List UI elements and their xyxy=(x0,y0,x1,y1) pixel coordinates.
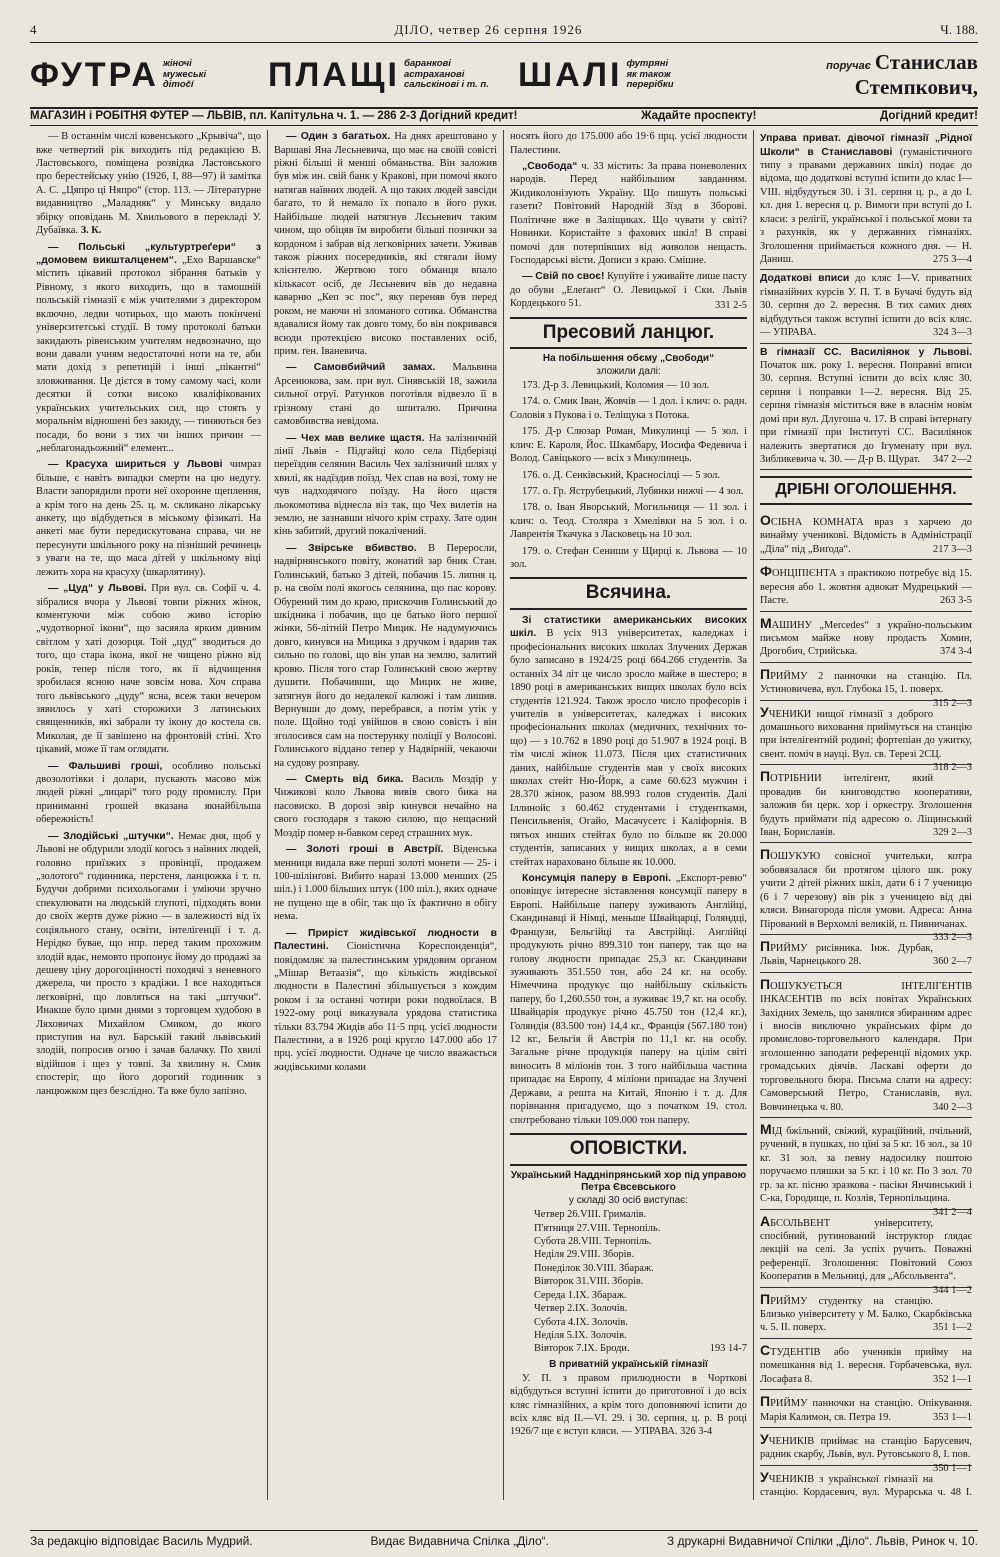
column-1 xyxy=(30,130,268,1500)
classified-ad: АБСОЛЬВЕНТ університету, спосібний, рутинований інструктор ґлядає лекцій на селі. За успіх ручить. Поважні референції. Зголошення: Повітовий Союз Кооператив в Мельниці, для „Абсольвента“. 344 1—2 xyxy=(760,1210,972,1288)
masthead-line xyxy=(394,22,582,38)
school-notice: Додаткові вписи до кляс I—V. приватних гімназійних курсів У. П. Т. в Бучачі будуть від 30. серпня до 2. вересня. В тих самих днях відбудуться також вступні іспити до всіх кляс. — УПРАВА. 324 3—3 xyxy=(760,270,972,343)
classified-ad: ПОШУКУЄТЬСЯ ІНТЕЛІГЕНТІВ ІНКАСЕНТІВ по всіх повітах Українських Західних Земель, що занялися збиранням адрес і вносів виключно українських фірм до промислово-торговельного календаря. При зголошенню заподати референції відомих укр. громадських діячів. Ласкаві оферти до торговельного бюра. Письма слати на адресу: Самоверський Петро, Станиславів, вул. Вовчинецька ч. 80. 340 2—3 xyxy=(760,973,972,1118)
notice-choir-num: 193 14-7 xyxy=(709,1343,747,1355)
school-notice: В гімназії СС. Василіянок у Львові. Початок шк. року 1. вересня. Поправні вписи 30. серпня. Вступні іспити до всіх кляс 30. серпня і поправки 1—2. вересня. Від 25. серпня гімназія міститься вже в власнім новім домі при вул. Длугоша ч. 17. В справі інтернату при гімназії при Інституті СС. Василіянок належить звертатися до Ігуменату при вул. Зибликевича ч. 30. — Д-р В. Щурат. 347 2—2 xyxy=(760,344,972,471)
classified-ad: МІД бжільний, свіжий, курацїйний, пчільний, ручений, в пушках, по цїні за 5 кг. 16 зол., за 10 кг. 31 зол. за певну надосилку поштою поручаємо пляшки за 5 кг. і 10 кг. По 3 зол. 70 гр. за кг. пісню зразкова - пасіки Янчинський і С-ка, Городище, п. Козлів, Тернопільщина. 341 2—4 xyxy=(760,1118,972,1210)
shop-address: МАГАЗИН і РОБІТНЯ ФУТЕР — ЛЬВІВ, пл. Капітульна ч. 1. — 286 2-3 Догідний кредит! xyxy=(30,110,518,122)
classified-ad: ФОНЦІПІЄНТА з практикою потребує від 15. вересня або 1. жовтня адвокат Мудрецький — Пасте. 263 3-5 xyxy=(760,560,972,611)
footer-publisher: Видає Видавнича Спілка „Діло“. xyxy=(370,1534,550,1548)
press-item: 179. о. Стефан Сениши у Щирці к. Львова — 10 зол. xyxy=(510,545,747,571)
school-notice: Управа приват. дівочої гімназії „Рідної Школи“ в Станиславові (гуманістичного типу з правами державних шкіл) подає до відома, що додаткові вступні іспити до клас I—VIII. відбудуться 30. і 31. серпня ц. р., а до I. кл. дня 1. вересня ц. р. Вимоги при вступі до I. класи: з релігії, української і польської мови та з рахунків, як у державних гімназіях. Зголошення приймається кожного дня. — Н. Даниш. 275 3—4 xyxy=(760,130,972,270)
news-item: — Самовбийчий замах. Мальвина Арсенюкова, зам. при вул. Сінявській 18, зажила сильної отруї. Ратунков поготівля відвезло її в грізному стані до шпиталю. Причина самовбивства невідома. xyxy=(274,362,497,428)
classified-ad: ПРИЙМУ студентку на станцію. Близько університету у М. Балко, Скарбківська ч. 5. II. поверх. 351 1—2 xyxy=(760,1288,972,1339)
classified-ad: ОСІБНА КОМНАТА враз з харчею до винайму ученикові. Відомість в Адміністрації „Діла“ під „Виґода“. 217 3—3 xyxy=(760,509,972,560)
news-item: — Свій по своє! Купуйте і уживайте лише пасту до обуви „Елеґант“ О. Левицької і Ски. Львів Кордецького 51. 331 2-5 xyxy=(510,271,747,312)
banner-word-shali: ШАЛІ xyxy=(518,56,623,94)
banner-word-futra-sub: жіночі мужеські дітočí xyxy=(162,58,207,91)
news-item: — Звірське вбивство. В Переросли, надвірнянського повіту, жонатий зар бник Стан. Голинський, батько 3 дітей, побачив 15. липня ц. р. на своїм полі якогось селянина, що пас корову. Обурений тим до краю, прискочив Голинський до шкідника і побачив, що це батько його першої жінки, 56-літній Петро Мицик. Не надумуючись довго, кинувся на Мицика з дручком і вдарив так сильно по голові, що він упав на землю, залитий кровю. Після того стар Голинський свою жертву душити. Побачивши, що Мицик не живе, затягнув його до недалекої калюжі і там лишив. Вернувши до дому, перебрався, а потім утік у поле. Щойно тоді увійшов в свою совість і він зголосився сам на постерунку поліції у Волосові. Голинського віддано тепер у Надвірній, чекаючи на судову розправу. xyxy=(274,542,497,769)
press-item: 175. Д-р Слюзар Роман, Микулинці — 5 зол. і клич: Е. Кароля, Йос. Шкамбару, Иосифа Федевича і Волод. Савіцького — всіх з Микулинець. xyxy=(510,426,747,465)
banner-shop-line xyxy=(30,109,978,126)
issue-number: Ч. 188. xyxy=(940,22,978,37)
issue-date: четвер 26 серпня 1926 xyxy=(438,22,583,37)
footer-printer: З друкарні Видавничої Спілки „Діло“. Львів, Ринок ч. 10. xyxy=(666,1534,978,1548)
classified-ad: ПОТРІБНИИ інтелігент, який провадив би книговодство кооперативи, заложив би церк. хор і оркестру. Зголошення будуть приймати під адресою о. Ліщинський Іван, Бориславів. 329 2—3 xyxy=(760,765,972,843)
press-subtitle: На побільшення обєму „Свободи“ xyxy=(542,353,715,365)
news-item: — Золоті гроші в Австрії. Віденська менниця видала вже перші золоті монети — 25- і 100-шілінґові. Вибито наразі 13.000 менших (25 шіл.) і 1.000 більших штук (100 шіл.), яких одначе не пущено ще в обіг, так що їх фактично в обігу нема. xyxy=(274,844,497,923)
press-item: 177. о. Гр. Яструбецький, Лубянки нижчі — 4 зол. xyxy=(522,485,744,497)
classified-ad: СТУДЕНТІВ або учеників прийму на помешкання від 1. вересня. Горбачевська, вул. Лосафата 8. 352 1—1 xyxy=(760,1339,972,1390)
shop-credit-2: Догідний кредит! xyxy=(880,110,978,122)
paper-name: ДІЛО, xyxy=(394,22,435,37)
notice-choir-schedule: Четвер 26.VIII. Грималів. П'ятниця 27.VIII. Тернопіль. Субота 28.VIII. Тернопіль. Неділя 29.VIII. Зборів. Понеділок 30.VIII. Збараж. Вівторок 31.VIII. Зборів. Середа 1.IX. Збараж. Четвер 2.IX. Золочів. Субота 4.IX. Золочів. Неділя 5.IX. Золочів. Вівторок 7.IX. Броди. 193 14-7 xyxy=(534,1209,747,1355)
column-4 xyxy=(754,130,978,1500)
column-3 xyxy=(504,130,754,1500)
misc-item: Зі статистики американських високих шкіл. В усіх 913 університетах, каледжах і професіональних високих школах Злучених Держав було записано в 1924/25 році 664.266 студентів. За останніх 34 літ це число зросло майже в шестеро; в 1890 році в американських вищих школах було всіх студентів 121.924. Також зросло число професорів і учителів в університетах, каледжах і високих професіональних школах (медичних, технічних то-що) — з 10.762 в 1890 році до 51.907 в 1924 році. В тім числі жінок 11.073. Після цих статистичних даних, найбільше студентів мав у своїх високих школах стейт Ню-Йорк, а саме 60.623 мужчин і 28.370 жінок, разом 88.993 голов студентів. Далі Іллинойс з 60.462 студентами і студентками, Пенсильвенія, Огайо, Масачусетс і Каліфорнія. В пятьох инших стейтах було по більше як 20.000 студентів, записаних у вищих школах, а в семи стейтах нараховано більше як 10.000. xyxy=(510,614,747,868)
news-item: носять його до 175.000 або 19·6 прц. усієї людности Палестини. xyxy=(510,131,747,156)
classified-ad: ПРИЙМУ панночки на станцію. Опікування. Марія Калимон, св. Петра 19. 353 1—1 xyxy=(760,1390,972,1428)
press-item: 173. Д-р З. Левицький, Коломия — 10 зол. xyxy=(522,379,710,391)
classified-ad: МАШИНУ „Mercedes“ з україно-польським письмом майже нову продасть Хомин, Дрогобич, Стрийська. 374 3-4 xyxy=(760,612,972,663)
notice-gymnasium-text: У. П. з правом прилюдности в Чорткові відбудуться вступні іспити до приготовної і до всіх кляс гімназійних, а крім того доповняючі іспити до всіх кляс від II.—VI. 29. і 30. серпня, ц. р. В році 1926/7 ще є вступ кляси. — УПРАВА. 326 3-4 xyxy=(510,1372,747,1438)
news-item: — Чех мав велике щастя. На залізничній лінії Львів - Підгайці коло села Підберізці переїздив селянин Василь Чех залізничий шлях у хвилі, як надїздив поїзд. Чех спав на возі, тому не чув надходячого поїзду. На його щастя льокомотива віднесла віз так, що Чех вилетів на землю, не зазнавши нічого крім страху. Зате один кінь забитий, другий покалічений. xyxy=(274,432,497,538)
notices-section-title: ОПОВІСТКИ. xyxy=(510,1133,747,1166)
classified-ad: УЧЕНИКИ нищої гімназії з доброго домашнього виховання приймуться на станцію при інтелігентній родині; фортепіан до ужитку, свент. поміч в науці. Вул. св. Терезі 2СЦ. 318 2—3 xyxy=(760,701,972,766)
notice-choir-lead: у складі 30 осіб виступає: xyxy=(568,1195,689,1207)
press-lead: зложили далі: xyxy=(596,366,661,378)
news-item: — Злодійські „штучки“. Немає дня, щоб у Львові не обдурили злодії когось з наївних людей, головно приїзжих з провінції, продажем „золотого“ годинника, перстеня, ланцюжка і т. п. Будучи добрими психольогами і уміючи зручно спекулювати на людській глупоті, підходять вони до своїх жертв дуже ріжно — в залежності від їх соціяльного стану, освіти, інтелігенції і т. д. Нерідко бувае, що нпр. перед таким прохожим злодій вдає, немовто пропонує йому до продажі за дешеву ціну дорогоцінності походячі з неневного джерела, чи просто з крадіжи. І все находяться легковірні, що ловляться на такі „штучки“. Инакше було цими днями з торговцем худобою в Ляховичах Михайлом Смиком, до якого приступив на вул. Барській такий львівський злодій, попросив огню і зачав балачку. По хвилі відійшов і щез у товпі. За хвилину н. Смик спостеріг, що його дорогий годинник з ланцюжком щез безслідно. Та вже було запізно. xyxy=(36,830,261,1097)
news-item: — В останнім числі ковенського „Крывіча“, що вже четвертий рік виходить під редакцією В. Ластовського, поміщена розвідка Ластовського про берестейську унію (1926, І, 88—97) й замітка А. С. „Цяпро ці Няпро“ (стор. 113. — Літературне видавництво „Маладняк“ у Минську видало збірку оповідань М. Хвильового в перекладі У. Дубаївка. З. К. xyxy=(36,131,261,237)
classifieds-title: ДРІБНІ ОГОЛОШЕННЯ. xyxy=(760,476,972,505)
banner-poruch: поручає xyxy=(826,60,871,72)
shop-prospect: Жадайте проспекту! xyxy=(641,110,757,122)
classifieds-list xyxy=(760,509,972,1500)
news-item: „Свобода“ ч. 33 містить: За права поневолених народів. Перед найбільшим завданням. Жидиколонізують Україну. Що пишуть польські газети? Повітовий Народній Зїзд в Зборові. Політичне вже в Заліщиках. Що чувати у світі? Новинки. Користайте з фахових шкіл! В справі помочі для потерпівших від живолов нещасть. Господарські вісти. Дописи з краю. Смішне. xyxy=(510,161,747,267)
columns xyxy=(30,130,978,1500)
press-item: 176. о. Д. Сенківський, Красносілці — 5 зол. xyxy=(522,469,720,481)
shop-credit: Догідний кредит! xyxy=(419,110,518,122)
classified-ad: ПРИЙМУ 2 панночки на станцію. Пл. Устиновичева, вул. Глубока 15, 1. поверх. 315 2—3 xyxy=(760,663,972,701)
misc-section-title: Всячина. xyxy=(510,577,747,610)
notice-choir-head: Український Наддніпрянський хор під управою Петра Євсевського xyxy=(510,1169,747,1194)
classified-ad: ПОШУКУЮ совісної учительки, котра зобовязалася би протягом цілого шк. року учити 2 дітей ріжних шкіл, дати 6 і 7 ученицю (6 і 7 черезову) вів рік з ученицею від дві кляси. Винагорода після умови. Адреса: Анна Пірований в Верхомлі великій, п. Пивничанах. 333 2—3 xyxy=(760,843,972,935)
footer-editor: За редакцію відповідає Василь Мудрий. xyxy=(30,1534,253,1548)
classified-ad: ПРИЙМУ рисівника. Інж. Дурбак, Львів, Чарнецького 28. 360 2—7 xyxy=(760,935,972,973)
press-item: 178. о. Іван Яворський, Могильниця — 11 зол. і клич: о. Теод. Столяра з Хмелівки на 5 зол. і о. Лаврентія Ткачука з Ласковець на 10 зол. xyxy=(510,502,747,541)
news-item: — Польські „культуртреґери“ з „домовем викшталценем“. „Ехо Варшавске“ містить цікавий протокол зібрання батьків у Рівному, з якого виходить, що в тамошній польській гімназії є між учителями з директором включно, ледви чотирьох, що мають покінчені університетські студії. В тому протоколі батьки закидають рівенським учителям недвозначно, що вони давали учням недостаточні ноти на те, аби мати дохід з репетицій і інші „пікантні“ зловживання. Це дієтся в тому самому часі, коли десятки й сотки високо кваліфікованих українських учительських сил, що стоять у моральнім відношені без закиду, — тиняються без посади, бо вони з тих чи інших причин — „неблагонадьожний“ елемент... xyxy=(36,241,261,454)
page-number: 4 xyxy=(30,22,37,37)
news-item: — Один з багатьох. На днях арештовано у Варшаві Яна Лесьневича, що має на своїй совісті ріжні більші й менші обманьства. Він заложив був між ин. свій банк у Кракові, при помочі якого натягав наївних людей. А що таких людей завсіди багато, то й немало їх попало в його руки. Найбільше людей натягнув Лєсьневич таким чином, що обіцяв їм виробити більші позички за кордоном і забрав від легковірних зачети. Уживав також ріжних посередників, які стягали йому клієнтелю. Жертвою того обманця впало кількасот осіб, де Лєсьневич вів до недавна каварню „Кеп эс пос“, яку переняв був перед роком, не маючи ні зломаного сотика. Обманства вдавалися йому так довго тому, бо він покривався всюди протекцією високо поставлених осіб, прим. ґен. Іваневича. xyxy=(274,131,497,357)
news-item: — „Цуд“ у Львові. При вул. св. Софії ч. 4. зібралися вчора у Львові товпи ріжних жінок, коментуючи між собою живо історію „чудотворної ікони“, що засяяла ярким дивним світлом у хаті дозорця. Той „цуд“ зводиться до того, що стара ікона, якої не чищено ріжно від років, тепер після того, як ії відчищення зробилася ясною наче зовсім нова. Хоч справа того львівського „цуду“ ясна, всеж таки вечером зявилось у хаті сторожихи 3 латинських священників, які забрали ту ікону до костела св. Миколая, де її завішено на фронтовій стіні. Хто цікавий, може її там оглядати. xyxy=(36,583,261,756)
classified-ad: УЧЕНИКІВ приймає на станцію Барусевич, радник скарбу, Львів, вул. Рутовського 8, I. пов. 350 1—1 xyxy=(760,1428,972,1466)
banner-middle xyxy=(268,58,508,92)
banner-word-plashchi-sub: баранкові астраханові сальскінові і т. п. xyxy=(403,58,489,91)
banner-word-shali-sub: футряні як також перерібки xyxy=(626,58,674,91)
shop-phone: 286 2-3 xyxy=(377,110,417,122)
banner-right-words xyxy=(518,58,708,92)
news-item: — Красуха шириться у Львові чимраз більше, є навіть випадки смерти на цю недугу. Власти запорядили проти неї охоронне щеплення, а крім того на день 25. ц. м. скликано лікарську анкету, що відбудеться в міському фізикаті. На анкеті має бути передискутована справа, чи не пересунути шкільного року на пізніший речинець з уваги на те, що маса дітей у шкільному віці лежить хора на красуху (шкарлятину). xyxy=(36,459,262,578)
news-item: — Фальшиві гроші, особливо польські двозолотівки і долари, пускають масово між людей ріжні „лицарі“ того роду промислу. При приниманні грошей вказана якнайбільша обережність! xyxy=(36,760,261,826)
banner-advertiser-name: Станислав Стемпкович, xyxy=(854,50,978,99)
news-item: — Приріст жидівської людности в Палестині. Сіоністична Кореспонденція“, повідомляє за палестинським урядовим органом „Мішар Ветаазія“, що кількість жидівської людности в Палестині збільшується з кождим роком і за останні чотири роки подвоїлася. В 1922-ому році виказувала урядова статистика тільки 83.794 Жидів або 11·5 прц. усієї людности Палестини, а в 1926 році кругло 147.000 або 17 прц. усієї людности. Одначе це число вважається жидівськими колами xyxy=(274,927,497,1073)
classified-ad: УЧЕНИКІВ з української гімназії на станцію. Кордасевич, вул. Мурарська ч. 48 І. xyxy=(760,1466,972,1500)
page-footer xyxy=(30,1530,978,1548)
fur-ad-banner xyxy=(30,43,978,109)
press-item: 174. о. Смик Іван, Жовчів — 1 дол. і клич: о. радн. Соловія з Пукова і о. Теліщука з Потока. xyxy=(510,396,747,421)
misc-item: Консумція паперу в Европі. „Експорт-ревю“ оповіщує інтересне зіставлення консумції паперу в Европі. Найбільше паперу зуживають Англійці, Скандинавці й Німці, меньше Швайцарці, Голяндці, Французи, Бельгійці та Австрійці. Англійці продукують річно 899.310 тон паперу, так що на голову людности припадає 25,3 кг. Скандинави зуживають 351.550 тон, або 24 кг. на особу. Німеччина продукує що найбільшу скількість паперу, бо 1,260.550 тон, а зуживає 19,7 кг. на особу. Швайцарія продукує річно 45.750 тон (12,4 кг.), Голяндія (83.500 тон) 14,4 кг., Франція (567.180 тон) 12 кг., Бельгія й Австрія по 11,1 кг. на особу. Загальне річне продукція паперу на цілім світі виносить 8 міліонів тон. З того найбільша частина припадає на Европу, 4 міліони припадає на Злучені Держави, а решта на Китай, Японію і т. д. Для порівнання пригадуємо, що з початком 19. стол. спотребовано тільки 109.000 тон паперу. xyxy=(510,872,747,1126)
notice-gymnasium-head: В приватній українській гімназії xyxy=(549,1358,708,1370)
running-header xyxy=(30,22,978,43)
banner-word-futra: ФУТРА xyxy=(30,56,159,94)
banner-word-plashchi: ПЛАЩІ xyxy=(268,56,400,94)
column-2 xyxy=(268,130,504,1500)
press-section-title: Пресовий ланцюг. xyxy=(510,317,747,350)
banner-left xyxy=(30,58,258,92)
banner-advertiser xyxy=(718,50,978,100)
news-item: — Смерть від бика. Василь Моздір у Чижикові коло Львова вивів свого бика на пасовиско. В дорозі звір кинувся нечайно на свого господаря з такою силою, що нещасний Моздір помер н-бавком серед страшних мук. xyxy=(274,774,497,839)
